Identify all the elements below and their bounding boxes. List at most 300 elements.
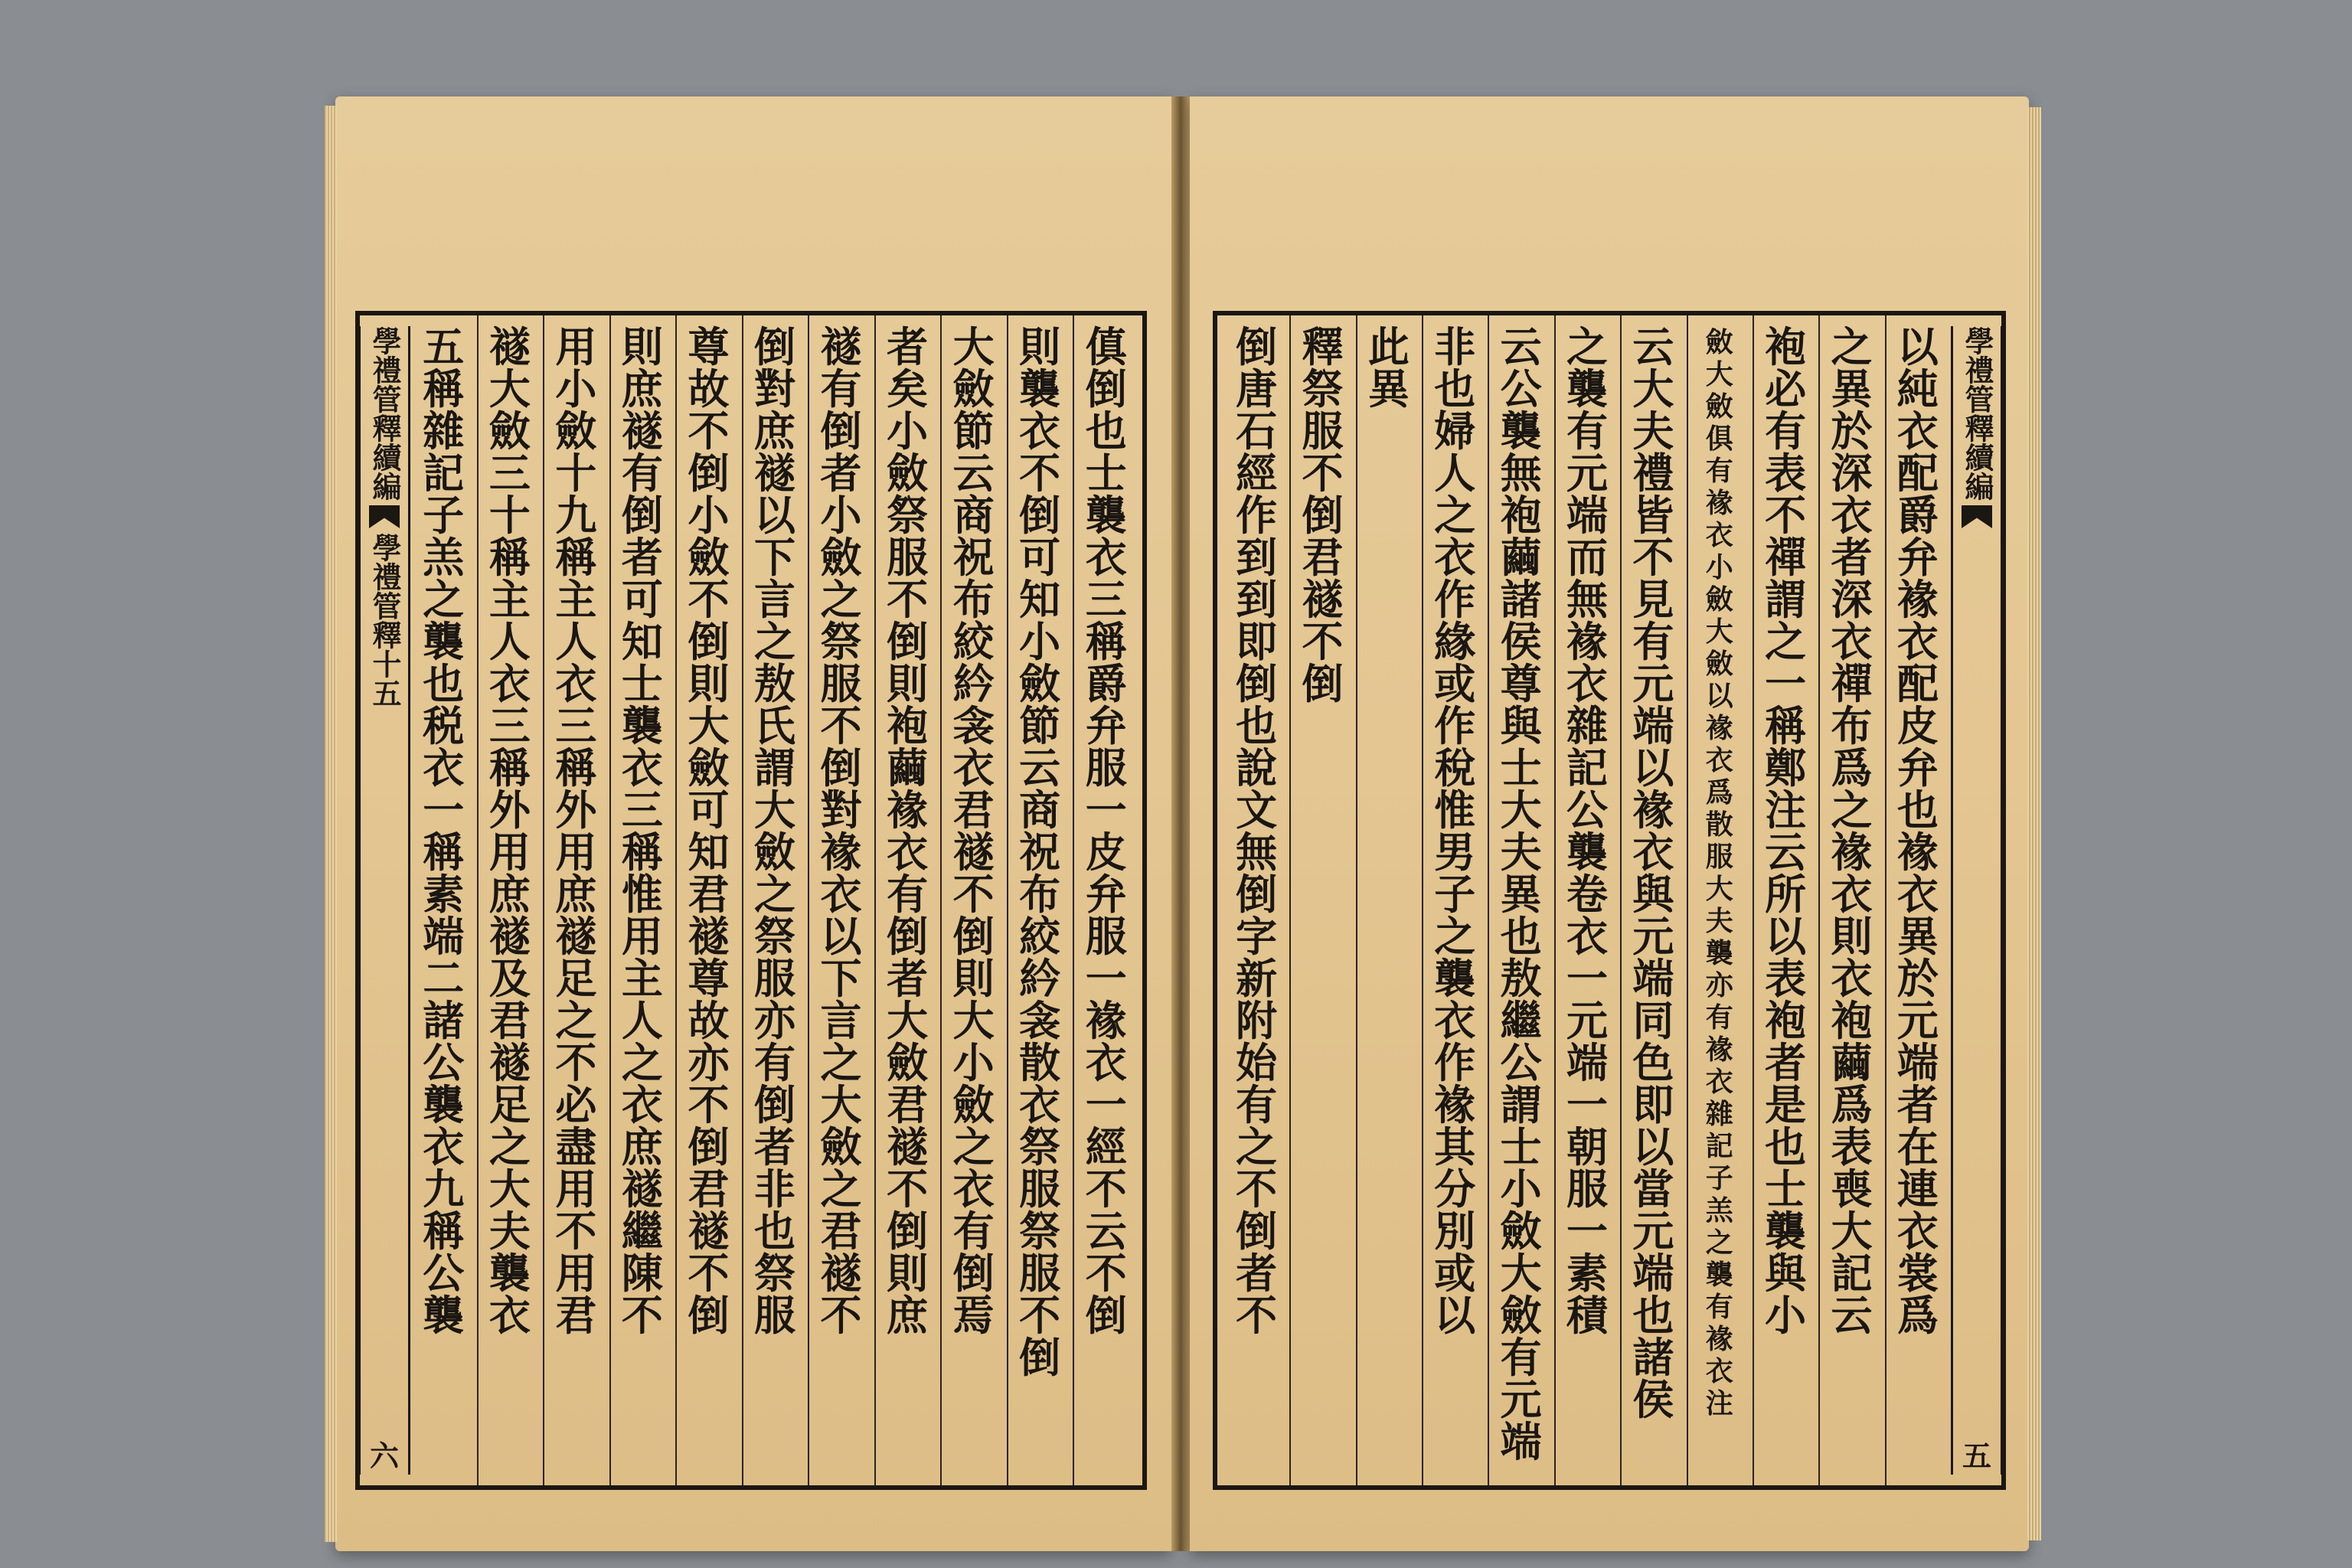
glyph: 子 (1434, 870, 1476, 919)
glyph: 者 (1831, 533, 1873, 582)
column-rule (1422, 315, 1423, 1485)
glyph: 外 (555, 786, 597, 835)
glyph: 大 (820, 1080, 862, 1129)
glyph: 用 (621, 912, 663, 961)
glyph: 倒 (820, 743, 862, 792)
glyph: 祭 (754, 1249, 795, 1298)
glyph: 倒 (1236, 1207, 1278, 1256)
glyph: 故 (688, 364, 730, 413)
glyph: 繼 (1500, 996, 1542, 1045)
glyph: 石 (1236, 407, 1278, 456)
glyph: 衣 (1566, 912, 1608, 961)
glyph: 服 (1019, 1165, 1061, 1214)
glyph: 倒 (621, 491, 663, 540)
glyph: 表 (1765, 954, 1807, 1003)
text-column (685, 322, 731, 1475)
glyph: 君 (488, 996, 531, 1045)
glyph: 人 (555, 617, 597, 666)
glyph: 元 (1632, 1207, 1674, 1256)
column-rule (543, 315, 544, 1485)
glyph: 陳 (621, 1249, 663, 1298)
glyph: 衣 (1896, 617, 1939, 666)
text-column (884, 322, 930, 1475)
glyph: 矣 (887, 364, 929, 413)
glyph: 不 (1765, 491, 1807, 540)
glyph: 大 (1705, 358, 1733, 390)
glyph: 爲 (1831, 1080, 1873, 1129)
glyph: 一 (1085, 1080, 1127, 1129)
text-column (487, 322, 533, 1475)
glyph: 深 (1831, 575, 1873, 624)
glyph: 是 (1765, 1080, 1807, 1129)
glyph: 衣 (1085, 1038, 1127, 1087)
glyph: 尊 (688, 322, 730, 371)
glyph: 侯 (1632, 1375, 1674, 1424)
glyph: 稱 (621, 828, 663, 877)
glyph: 服 (1085, 912, 1127, 961)
glyph: 襲 (1085, 491, 1127, 540)
glyph: 外 (488, 786, 531, 835)
glyph: 祭 (1019, 1207, 1061, 1256)
glyph: 衣 (1705, 519, 1733, 551)
glyph: 之 (754, 617, 795, 666)
glyph: 之 (1434, 912, 1476, 961)
glyph: 倒 (1236, 870, 1278, 919)
glyph: 作 (1434, 575, 1476, 624)
glyph: 繭 (1831, 1038, 1873, 1087)
glyph: 者 (621, 533, 663, 582)
glyph: 當 (1632, 1165, 1674, 1214)
glyph: 用 (555, 828, 597, 877)
glyph: 禮 (1632, 449, 1674, 498)
text-column (1697, 326, 1743, 1475)
glyph: 朝 (1566, 1122, 1608, 1171)
glyph: 小 (952, 1038, 995, 1087)
glyph: 作 (1434, 701, 1476, 750)
glyph: 倒 (1302, 659, 1344, 708)
glyph: 倒 (952, 1249, 995, 1298)
glyph: 小 (688, 491, 730, 540)
glyph: 文 (1236, 786, 1278, 835)
glyph: 有 (1500, 1333, 1542, 1382)
glyph: 紟 (952, 659, 995, 708)
glyph: 雜 (423, 407, 465, 456)
glyph: 不 (555, 1038, 597, 1087)
glyph: 君 (1302, 533, 1344, 582)
glyph: 散 (1019, 1038, 1061, 1087)
glyph: 非 (754, 1165, 795, 1214)
glyph: 衣 (488, 1291, 531, 1340)
margin-title: 學禮管釋續編 (368, 326, 402, 501)
glyph: 端 (1632, 1249, 1674, 1298)
glyph: 布 (1019, 870, 1061, 919)
glyph: 足 (488, 1080, 531, 1129)
glyph: 庶 (887, 1291, 929, 1340)
glyph: 也 (1434, 364, 1476, 413)
glyph: 稱 (488, 533, 531, 582)
glyph: 之 (952, 1122, 995, 1171)
glyph: 衣 (488, 659, 531, 708)
glyph: 斂 (688, 533, 730, 582)
glyph: 惟 (1434, 786, 1476, 835)
margin-folio: 五 (1962, 1439, 1991, 1473)
glyph: 不 (555, 1207, 597, 1256)
glyph: 倒 (1236, 659, 1278, 708)
glyph: 衣 (1019, 407, 1061, 456)
glyph: 襲 (621, 701, 663, 750)
glyph: 大 (952, 996, 995, 1045)
left-text-frame (355, 311, 1147, 1490)
glyph: 九 (555, 491, 597, 540)
glyph: 以 (1434, 1291, 1476, 1340)
glyph: 於 (1831, 407, 1873, 456)
text-column (1366, 322, 1412, 1475)
glyph: 衾 (952, 701, 995, 750)
glyph: 也 (423, 659, 465, 708)
glyph: 布 (952, 575, 995, 624)
glyph: 祭 (820, 617, 862, 666)
page-edges-left (325, 106, 337, 1542)
glyph: 不 (887, 575, 929, 624)
glyph: 釋 (1302, 322, 1344, 371)
glyph: 主 (555, 575, 597, 624)
glyph: 子 (423, 491, 465, 540)
glyph: 知 (688, 828, 730, 877)
column-rule (675, 315, 677, 1485)
glyph: 下 (754, 533, 795, 582)
glyph: 足 (555, 954, 597, 1003)
glyph: 襲 (1566, 364, 1608, 413)
glyph: 則 (887, 659, 929, 708)
glyph: 襲 (1019, 364, 1061, 413)
glyph: 衣 (887, 828, 929, 877)
text-column (619, 322, 665, 1475)
glyph: 夫 (1500, 828, 1542, 877)
glyph: 稱 (423, 1207, 465, 1256)
glyph: 禪 (1765, 533, 1807, 582)
glyph: 一 (1085, 786, 1127, 835)
glyph: 袍 (1500, 491, 1542, 540)
glyph: 公 (1500, 364, 1542, 413)
glyph: 作 (1236, 491, 1278, 540)
glyph: 布 (1831, 701, 1873, 750)
glyph: 知 (621, 617, 663, 666)
glyph: 稱 (1085, 617, 1127, 666)
glyph: 也 (1765, 1122, 1807, 1171)
glyph: 有 (1705, 455, 1733, 487)
glyph: 弁 (1085, 701, 1127, 750)
glyph: 侯 (1500, 617, 1542, 666)
glyph: 故 (688, 996, 730, 1045)
glyph: 衣 (1831, 491, 1873, 540)
glyph: 之 (488, 1122, 531, 1171)
book-gutter (1171, 96, 1190, 1551)
glyph: 則 (887, 1249, 929, 1298)
glyph: 袍 (1831, 996, 1873, 1045)
glyph: 庶 (621, 364, 663, 413)
glyph: 小 (1019, 617, 1061, 666)
glyph: 異 (1500, 870, 1542, 919)
glyph: 襲 (488, 1249, 531, 1298)
glyph: 衣 (1896, 1207, 1939, 1256)
glyph: 禪 (1831, 659, 1873, 708)
glyph: 與 (1765, 1249, 1807, 1298)
glyph: 素 (1566, 1249, 1608, 1298)
glyph: 也 (1236, 701, 1278, 750)
glyph: 禭 (820, 1249, 862, 1298)
glyph: 君 (952, 786, 995, 835)
glyph: 鄭 (1765, 743, 1807, 792)
glyph: 大 (1705, 616, 1733, 648)
margin-section: 學禮管釋十五 (368, 533, 402, 707)
glyph: 者 (1765, 1038, 1807, 1087)
glyph: 禭 (887, 1122, 929, 1171)
glyph: 弁 (1896, 743, 1939, 792)
glyph: 倒 (688, 1122, 730, 1171)
glyph: 倒 (952, 912, 995, 961)
glyph: 有 (1705, 1291, 1733, 1323)
glyph: 不 (820, 1291, 862, 1340)
glyph: 倒 (1019, 1333, 1061, 1382)
glyph: 衣 (1705, 744, 1733, 776)
glyph: 衣 (423, 1122, 465, 1171)
glyph: 有 (1566, 407, 1608, 456)
glyph: 衣 (1705, 1066, 1733, 1098)
page-edges-right (2027, 107, 2041, 1540)
glyph: 皆 (1632, 491, 1674, 540)
glyph: 可 (621, 575, 663, 624)
glyph: 倒 (754, 322, 795, 371)
glyph: 敖 (1500, 954, 1542, 1003)
glyph: 字 (1236, 912, 1278, 961)
column-rule (1007, 315, 1008, 1485)
glyph: 大 (887, 996, 929, 1045)
glyph: 無 (1500, 449, 1542, 498)
glyph: 云 (1019, 743, 1061, 792)
glyph: 即 (1632, 1080, 1674, 1129)
glyph: 襲 (1705, 1259, 1733, 1291)
glyph: 三 (488, 449, 531, 498)
glyph: 二 (423, 954, 465, 1003)
glyph: 卷 (1566, 870, 1608, 919)
glyph: 衣 (1831, 954, 1873, 1003)
glyph: 有 (952, 1207, 995, 1256)
glyph: 倒 (1085, 1291, 1127, 1340)
column-rule (477, 315, 479, 1485)
glyph: 端 (1896, 1038, 1939, 1087)
glyph: 記 (1566, 743, 1608, 792)
glyph: 弁 (1896, 533, 1939, 582)
glyph: 元 (1632, 659, 1674, 708)
glyph: 異 (1831, 364, 1873, 413)
glyph: 作 (1434, 1038, 1476, 1087)
glyph: 服 (887, 533, 929, 582)
glyph: 有 (754, 1038, 795, 1087)
glyph: 到 (1236, 575, 1278, 624)
text-column (1762, 322, 1808, 1475)
glyph: 斂 (555, 407, 597, 456)
glyph: 小 (1500, 1165, 1542, 1214)
glyph: 裳 (1896, 1249, 1939, 1298)
glyph: 知 (1019, 575, 1061, 624)
glyph: 服 (1705, 841, 1733, 873)
glyph: 不 (688, 407, 730, 456)
glyph: 衣 (1434, 533, 1476, 582)
glyph: 異 (1896, 912, 1939, 961)
glyph: 以 (1632, 1122, 1674, 1171)
glyph: 小 (1705, 551, 1733, 583)
glyph: 同 (1632, 996, 1674, 1045)
glyph: 之 (1765, 617, 1807, 666)
glyph: 衣 (952, 743, 995, 792)
glyph: 皮 (1896, 701, 1939, 750)
glyph: 也 (1500, 912, 1542, 961)
glyph: 斂 (488, 407, 531, 456)
glyph: 絞 (1019, 912, 1061, 961)
glyph: 也 (1632, 1291, 1674, 1340)
glyph: 祭 (1302, 364, 1344, 413)
glyph: 表 (1765, 449, 1807, 498)
glyph: 有 (820, 364, 862, 413)
glyph: 婦 (1434, 407, 1476, 456)
glyph: 不 (1019, 449, 1061, 498)
glyph: 君 (688, 870, 730, 919)
glyph: 以 (1896, 322, 1939, 371)
glyph: 十 (555, 449, 597, 498)
right-page-margin (1951, 326, 2003, 1475)
glyph: 大 (754, 786, 795, 835)
glyph: 服 (1019, 1249, 1061, 1298)
glyph: 惟 (621, 870, 663, 919)
glyph: 以 (1765, 912, 1807, 961)
glyph: 衣 (1896, 407, 1939, 456)
glyph: 斂 (1705, 390, 1733, 423)
glyph: 以 (1705, 680, 1733, 712)
glyph: 亦 (754, 996, 795, 1045)
glyph: 襲 (1566, 828, 1608, 877)
glyph: 小 (555, 364, 597, 413)
glyph: 禭 (488, 912, 531, 961)
glyph: 不 (1236, 1291, 1278, 1340)
glyph: 之 (820, 1165, 862, 1214)
glyph: 繭 (887, 743, 929, 792)
glyph: 倒 (688, 1291, 730, 1340)
glyph: 附 (1236, 996, 1278, 1045)
glyph: 及 (488, 954, 531, 1003)
glyph: 衣 (1434, 996, 1476, 1045)
glyph: 記 (423, 449, 465, 498)
glyph: 一 (1085, 954, 1127, 1003)
glyph: 大 (952, 322, 995, 371)
glyph: 色 (1632, 1038, 1674, 1087)
glyph: 云 (1085, 1207, 1127, 1256)
glyph: 以 (820, 912, 862, 961)
column-rule (874, 315, 876, 1485)
glyph: 稅 (1434, 743, 1476, 792)
glyph: 褖 (1896, 828, 1939, 877)
glyph: 一 (1566, 1080, 1608, 1129)
column-rule (1554, 315, 1556, 1485)
glyph: 積 (1566, 1291, 1608, 1340)
glyph: 其 (1434, 1122, 1476, 1171)
glyph: 始 (1236, 1038, 1278, 1087)
column-rule (940, 315, 942, 1485)
glyph: 必 (1765, 364, 1807, 413)
glyph: 稱 (423, 828, 465, 877)
glyph: 不 (1302, 449, 1344, 498)
glyph: 衣 (1705, 1355, 1733, 1387)
text-column (951, 322, 997, 1475)
glyph: 也 (1896, 786, 1939, 835)
glyph: 袍 (1765, 322, 1807, 371)
glyph: 尊 (688, 954, 730, 1003)
text-column (1233, 322, 1279, 1475)
glyph: 云 (952, 449, 995, 498)
glyph: 禭 (952, 828, 995, 877)
column-rule (808, 315, 809, 1485)
glyph: 斂 (1019, 659, 1061, 708)
glyph: 喪 (1831, 1165, 1873, 1214)
glyph: 之 (423, 575, 465, 624)
glyph: 大 (1831, 1207, 1873, 1256)
glyph: 大 (488, 1165, 531, 1214)
glyph: 不 (688, 575, 730, 624)
glyph: 有 (1632, 617, 1674, 666)
glyph: 敖 (754, 659, 795, 708)
glyph: 對 (754, 364, 795, 413)
glyph: 大 (1705, 873, 1733, 905)
text-column (1083, 322, 1129, 1475)
glyph: 稱 (1765, 701, 1807, 750)
glyph: 則 (621, 322, 663, 371)
glyph: 不 (887, 1165, 929, 1214)
glyph: 衣 (555, 659, 597, 708)
glyph: 衣 (1896, 870, 1939, 919)
glyph: 所 (1765, 870, 1807, 919)
glyph: 士 (1500, 743, 1542, 792)
glyph: 君 (887, 1080, 929, 1129)
glyph: 散 (1705, 808, 1733, 841)
glyph: 五 (423, 322, 465, 371)
glyph: 倒 (887, 912, 929, 961)
glyph: 服 (1302, 407, 1344, 456)
glyph: 大 (1500, 1249, 1542, 1298)
glyph: 亦 (1705, 969, 1733, 1001)
glyph: 斂 (1705, 326, 1733, 358)
glyph: 在 (1896, 1122, 1939, 1171)
glyph: 斂 (1705, 583, 1733, 616)
glyph: 記 (1705, 1130, 1733, 1162)
glyph: 絞 (952, 617, 995, 666)
glyph: 主 (488, 575, 531, 624)
glyph: 者 (754, 1122, 795, 1171)
glyph: 公 (1566, 786, 1608, 835)
text-column (1300, 322, 1346, 1475)
column-rule (1753, 315, 1754, 1485)
glyph: 公 (423, 1249, 465, 1298)
glyph: 衣 (1019, 1080, 1061, 1129)
glyph: 注 (1765, 786, 1807, 835)
glyph: 雜 (1566, 701, 1608, 750)
glyph: 下 (820, 954, 862, 1003)
glyph: 庶 (754, 407, 795, 456)
glyph: 而 (1566, 533, 1608, 582)
glyph: 十 (488, 491, 531, 540)
glyph: 衣 (1831, 617, 1873, 666)
glyph: 斂 (754, 828, 795, 877)
glyph: 襲 (1500, 407, 1542, 456)
glyph: 禭 (688, 912, 730, 961)
